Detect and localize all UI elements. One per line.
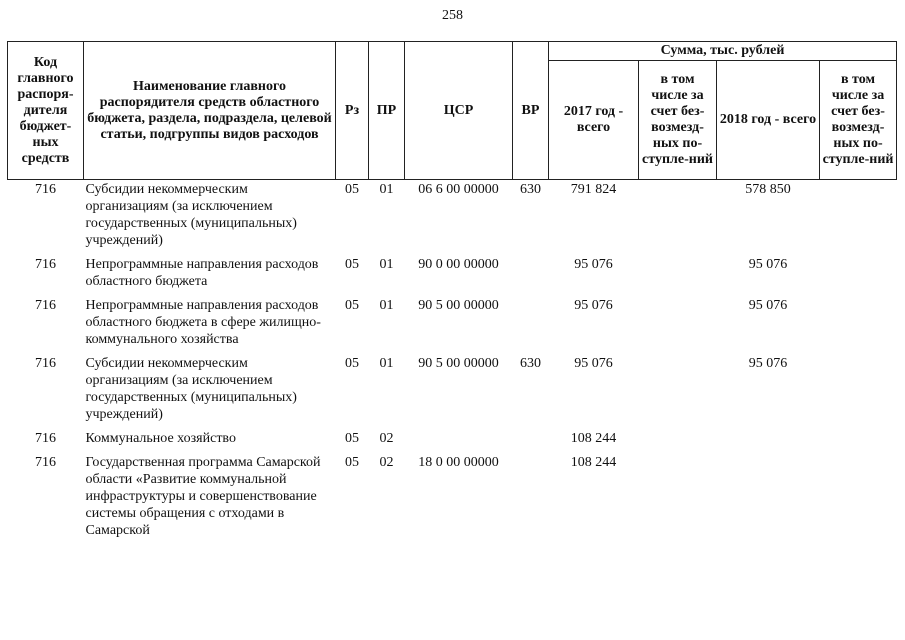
- cell-vr: [513, 453, 549, 545]
- header-pr: ПР: [369, 42, 405, 180]
- table-row: [8, 180, 897, 256]
- cell-2017-gratuitous: [639, 429, 717, 453]
- cell-2017-total: 95 076: [574, 356, 613, 371]
- table-row: [8, 296, 897, 354]
- cell-2017-gratuitous: [639, 453, 717, 545]
- table-body: [8, 180, 897, 546]
- cell-pr: 01: [379, 356, 394, 371]
- cell-2018-total: 578 850: [745, 182, 791, 197]
- cell-2018-total: 95 076: [748, 298, 788, 313]
- cell-name: Субсидии некоммерческим организациям (за исключением государственных (муниципальных) учреждений): [85, 356, 297, 422]
- header-csr: ЦСР: [405, 42, 513, 180]
- cell-csr: 90 5 00 00000: [418, 298, 499, 313]
- cell-2017-gratuitous: [639, 354, 717, 429]
- cell-rz: 05: [345, 257, 359, 272]
- header-name: Наименование главного распорядителя средств областного бюджета, раздела, подраздела, целевой статьи, подгруппы видов расходов: [84, 42, 336, 180]
- header-sum-group: Сумма, тыс. рублей: [549, 42, 897, 61]
- table-row: [8, 453, 897, 545]
- table-row: [8, 255, 897, 296]
- cell-2017-total: 95 076: [574, 257, 613, 272]
- cell-2018-gratuitous: [820, 180, 897, 256]
- cell-2018-total: 95 076: [748, 257, 788, 272]
- cell-2017-total: 791 824: [570, 182, 617, 197]
- table-row: [8, 429, 897, 453]
- cell-csr: 90 5 00 00000: [418, 356, 499, 371]
- header-2018-gratuitous: в том числе за счет без-возмезд-ных по-ступле-ний: [820, 61, 897, 180]
- cell-code: 716: [35, 455, 56, 470]
- cell-2017-total: 95 076: [574, 298, 613, 313]
- header-2017-total: 2017 год - всего: [549, 61, 639, 180]
- header-rz: Рз: [336, 42, 369, 180]
- header-2018-total: 2018 год - всего: [717, 61, 820, 180]
- cell-rz: 05: [345, 356, 359, 371]
- cell-rz: 05: [345, 431, 359, 446]
- cell-vr: [513, 255, 549, 296]
- page-number: 258: [442, 8, 463, 23]
- cell-2018-gratuitous: [820, 354, 897, 429]
- cell-csr: [405, 429, 513, 453]
- cell-vr: [513, 429, 549, 453]
- cell-rz: 05: [345, 298, 359, 313]
- cell-2018-gratuitous: [820, 453, 897, 545]
- cell-vr: 630: [520, 356, 541, 371]
- table-row: [8, 354, 897, 429]
- cell-2018-total: [717, 453, 820, 545]
- cell-pr: 01: [379, 182, 394, 197]
- cell-2017-gratuitous: [639, 296, 717, 354]
- cell-code: 716: [35, 356, 56, 371]
- cell-2017-gratuitous: [639, 255, 717, 296]
- table-header: [8, 42, 897, 180]
- cell-2017-total: 108 244: [570, 455, 617, 470]
- cell-rz: 05: [345, 455, 359, 470]
- cell-2017-gratuitous: [639, 180, 717, 256]
- cell-2017-total: 108 244: [570, 431, 617, 446]
- cell-name: Непрограммные направления расходов областного бюджета в сфере жилищно-коммунального хозяйства: [85, 298, 321, 347]
- cell-csr: 06 6 00 00000: [418, 182, 499, 197]
- cell-pr: 02: [379, 455, 394, 470]
- cell-2018-gratuitous: [820, 429, 897, 453]
- cell-code: 716: [35, 431, 56, 446]
- cell-2018-gratuitous: [820, 255, 897, 296]
- header-vr: ВР: [513, 42, 549, 180]
- cell-code: 716: [35, 182, 56, 197]
- header-2017-gratuitous: в том числе за счет без-возмезд-ных по-ступле-ний: [639, 61, 717, 180]
- cell-pr: 02: [379, 431, 394, 446]
- budget-table: [7, 41, 897, 545]
- cell-csr: 18 0 00 00000: [418, 455, 499, 470]
- cell-code: 716: [35, 257, 56, 272]
- cell-name: Коммунальное хозяйство: [85, 431, 236, 446]
- cell-rz: 05: [345, 182, 359, 197]
- cell-pr: 01: [379, 257, 394, 272]
- cell-code: 716: [35, 298, 56, 313]
- cell-name: Государственная программа Самарской области «Развитие коммунальной инфраструктуры и совершенствование системы обращения с отходами в Самарской: [85, 455, 321, 538]
- cell-name: Субсидии некоммерческим организациям (за исключением государственных (муниципальных) учреждений): [85, 182, 297, 248]
- cell-pr: 01: [379, 298, 394, 313]
- cell-name: Непрограммные направления расходов областного бюджета: [85, 257, 319, 289]
- cell-2018-total: 95 076: [748, 356, 788, 371]
- cell-csr: 90 0 00 00000: [418, 257, 499, 272]
- cell-vr: [513, 296, 549, 354]
- cell-2018-gratuitous: [820, 296, 897, 354]
- cell-vr: 630: [520, 182, 541, 197]
- header-code: Код главного распоря-дителя бюджет-ных средств: [8, 42, 84, 180]
- cell-2018-total: [717, 429, 820, 453]
